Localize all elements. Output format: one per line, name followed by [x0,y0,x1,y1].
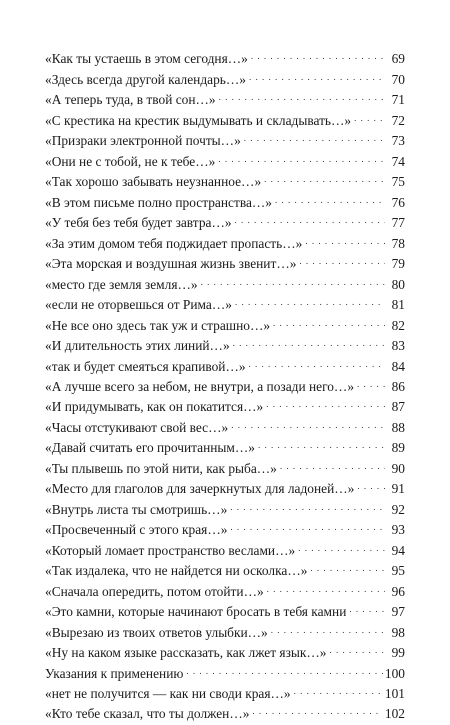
entry-title: «Здесь всегда другой календарь…» [45,71,246,87]
dot-leader [219,84,385,104]
entry-title: «Это камни, которые начинают бросать в тебя камни [45,604,347,620]
entry-title: «Давай считать его прочитанным…» [45,440,255,456]
entry-title: «Ну на каком языке рассказать, как лжет язык…» [45,645,327,661]
entry-page-number: 75 [391,174,405,190]
entry-page-number: 83 [391,338,405,354]
entry-page-number: 70 [391,71,405,87]
dot-leader [235,289,385,309]
entry-page-number: 99 [391,645,405,661]
entry-page-number: 77 [391,215,405,231]
entry-page-number: 91 [391,481,405,497]
dot-leader [273,309,385,329]
dot-leader [357,371,385,391]
dot-leader [329,637,385,657]
dot-leader [294,678,383,698]
entry-title: «Место для глаголов для зачеркнутых для ладоней…» [45,481,355,497]
dot-leader [186,657,383,677]
entry-page-number: 102 [384,706,405,722]
entry-title: «так и будет смеяться крапивой…» [45,358,246,374]
dot-leader [201,268,385,288]
entry-page-number: 101 [384,686,405,701]
entry-page-number: 73 [391,133,405,149]
entry-title: «нет не получится — как ни своди края…» [45,686,291,701]
dot-leader [264,166,385,186]
entry-title: «А лучше всего за небом, не внутри, а позади него…» [45,378,355,394]
dot-leader [266,391,385,411]
dot-leader [271,616,385,636]
entry-title: «Не все оно здесь так уж и страшно…» [45,317,271,333]
entry-title: «А теперь туда, в твой сон…» [45,92,216,108]
entry-page-number: 71 [391,92,405,108]
entry-title: «И придумывать, как он покатится…» [45,399,264,415]
toc-entry [45,43,405,67]
entry-title: «Сначала опередить, потом отойти…» [45,583,264,599]
entry-page-number: 88 [391,419,405,435]
entry-page-number: 78 [391,235,405,251]
dot-leader [305,227,385,247]
entry-page-number: 94 [391,542,405,558]
entry-page-number: 82 [391,317,405,333]
entry-title: «У тебя без тебя будет завтра…» [45,215,232,231]
entry-title: «Призраки электронной почты…» [45,133,241,149]
dot-leader [349,596,385,616]
table-of-contents [45,43,405,722]
entry-title: «И длительность этих линий…» [45,338,230,354]
entry-page-number: 92 [391,501,405,517]
entry-title: «Ты плывешь по этой нити, как рыба…» [45,460,277,476]
dot-leader [267,575,385,595]
entry-title: «Вырезаю из твоих ответов улыбки…» [45,624,268,640]
entry-page-number: 97 [391,604,405,620]
dot-leader [235,207,385,227]
dot-leader [280,452,385,472]
entry-page-number: 79 [391,256,405,272]
dot-leader [275,186,385,206]
entry-title: «С крестика на крестик выдумывать и складывать…» [45,112,352,128]
entry-title: Указания к применению [45,665,184,681]
dot-leader [298,534,385,554]
dot-leader [230,514,385,534]
entry-page-number: 95 [391,563,405,579]
dot-leader [230,493,385,513]
entry-page-number: 74 [391,153,405,169]
entry-page-number: 84 [391,358,405,374]
entry-page-number: 90 [391,460,405,476]
entry-page-number: 81 [391,297,405,313]
entry-title: «Часы отстукивают свой вес…» [45,419,229,435]
entry-title: «Так издалека, что не найдется ни осколка…» [45,563,308,579]
entry-title: «если не оторвешься от Рима…» [45,297,232,313]
entry-title: «место где земля земля…» [45,276,198,292]
entry-title: «Они не с тобой, не к тебе…» [45,153,216,169]
dot-leader [249,63,385,83]
entry-page-number: 86 [391,378,405,394]
dot-leader [258,432,385,452]
dot-leader [252,698,382,718]
dot-leader [357,473,385,493]
entry-title: «Просвеченный с этого края…» [45,522,228,538]
dot-leader [233,330,385,350]
entry-page-number: 80 [391,276,405,292]
entry-title: «В этом письме полно пространства…» [45,194,273,210]
entry-title: «За этим домом тебя поджидает пропасть…» [45,235,303,251]
dot-leader [244,125,385,145]
entry-page-number: 76 [391,194,405,210]
entry-page-number: 96 [391,583,405,599]
entry-page-number: 89 [391,440,405,456]
entry-page-number: 72 [391,112,405,128]
dot-leader [310,555,385,575]
dot-leader [231,411,385,431]
entry-title: «Как ты устаешь в этом сегодня…» [45,51,248,67]
dot-leader [251,43,385,63]
dot-leader [299,248,385,268]
entry-page-number: 98 [391,624,405,640]
entry-title: «Кто тебе сказал, что ты должен…» [45,706,250,722]
entry-page-number: 100 [384,665,405,681]
entry-title: «Который ломает пространство веслами…» [45,542,296,558]
dot-leader [354,104,385,124]
entry-title: «Внутрь листа ты смотришь…» [45,501,228,517]
entry-title: «Так хорошо забывать неузнанное…» [45,174,262,190]
dot-leader [249,350,385,370]
dot-leader [218,145,385,165]
entry-page-number: 93 [391,522,405,538]
entry-page-number: 69 [391,51,405,67]
entry-page-number: 87 [391,399,405,415]
entry-title: «Эта морская и воздушная жизнь звенит…» [45,256,297,272]
